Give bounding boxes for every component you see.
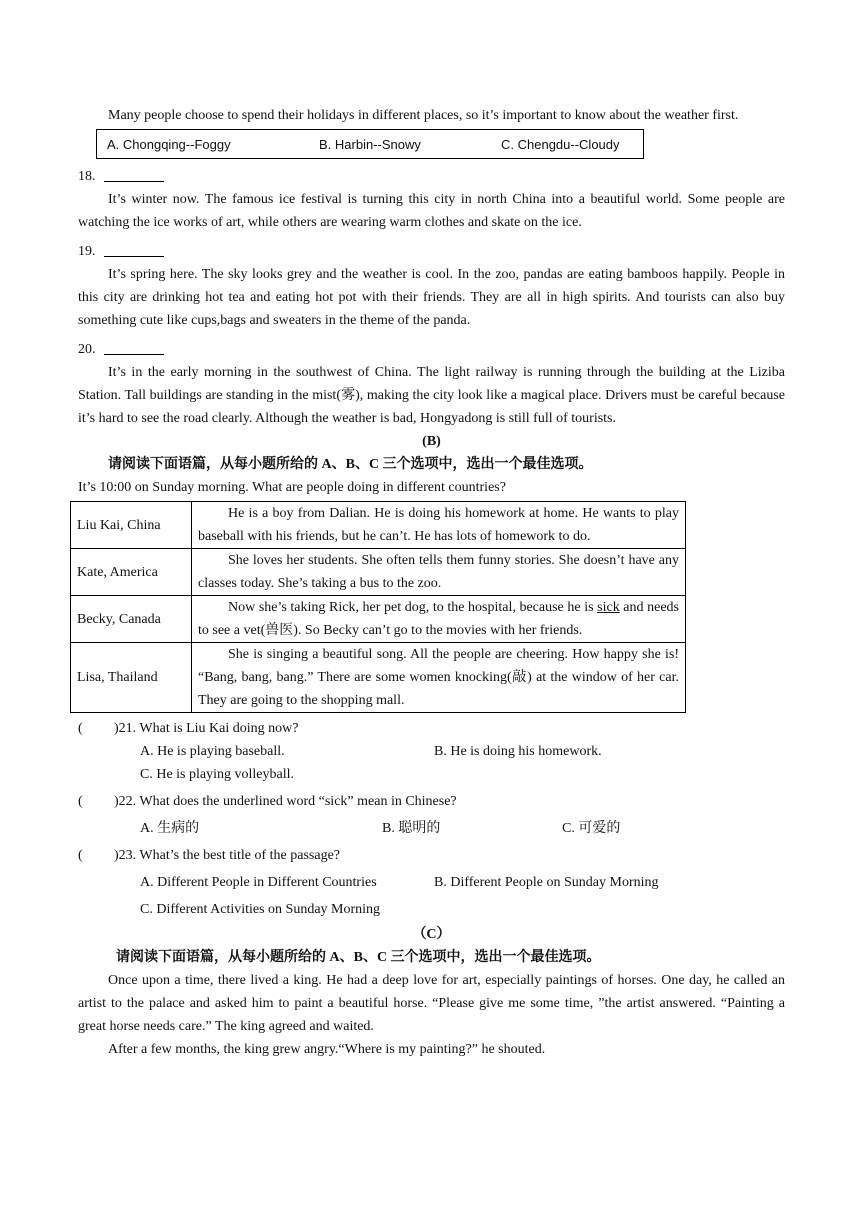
section-b-title: (B) [422, 434, 441, 449]
activity-text [198, 596, 679, 642]
question-text: What does the underlined word “sick” mean in Chinese? [139, 794, 457, 809]
option-c[interactable]: C. Different Activities on Sunday Morning [140, 902, 381, 917]
option-b[interactable]: B. He is doing his homework. [434, 744, 602, 759]
answer-blank[interactable] [104, 340, 164, 355]
person-name: Lisa, Thailand [71, 643, 192, 713]
item-18 [78, 165, 785, 188]
options-row [78, 817, 785, 840]
underlined-word: sick [597, 600, 620, 615]
question-text: What’s the best title of the passage? [139, 848, 341, 863]
item-number: 18. [78, 169, 96, 184]
question-21 [78, 717, 785, 740]
person-name: Kate, America [71, 549, 192, 596]
answer-blank[interactable] [104, 242, 164, 257]
person-name: Liu Kai, China [71, 502, 192, 549]
section-c-instruction: 请阅读下面语篇，从每小题所给的 A、B、C 三个选项中，选出一个最佳选项。 [116, 950, 601, 965]
item-number: 19. [78, 244, 96, 259]
item-number: 20. [78, 342, 96, 357]
weather-options-box [96, 129, 644, 159]
option-b[interactable]: B. 聪明的 [382, 821, 441, 836]
table-row [71, 643, 686, 713]
answer-paren[interactable]: ( [78, 794, 83, 809]
option-c: C. Chengdu--Cloudy [501, 137, 620, 152]
person-activity [192, 502, 686, 549]
options-row [78, 898, 785, 921]
table-row [71, 502, 686, 549]
question-number: )22. [114, 794, 137, 809]
activity-text: She is singing a beautiful song. All the people are cheering. How happy she is! “Bang, bang, bang.” There are some women knocking(敲) at the window of her car. They are going to the shopping mall. [198, 647, 679, 708]
question-23 [78, 844, 785, 867]
option-c[interactable]: C. He is playing volleyball. [140, 767, 294, 782]
section-c-paragraph: Once upon a time, there lived a king. He had a deep love for art, especially paintings of horses. One day, he called an artist to the palace and asked him to paint a beautiful horse. “Please give me some time, ”the artist answered. “Painting a great horse needs care.” The king agreed and waited. [78, 973, 785, 1034]
item-18-text: It’s winter now. The famous ice festival is turning this city in north China into a beautiful world. Some people are watching the ice works of art, while others are wearing warm clothes and skate on the ice. [78, 192, 785, 230]
item-20-text: It’s in the early morning in the southwest of China. The light railway is running through the building at the Liziba Station. Tall buildings are standing in the mist(雾), making the city look like a magical place. Drivers must be careful because it’s hard to see the road clearly. Although the weather is bad, Hongyadong is still full of tourists. [78, 365, 785, 426]
document-page [78, 104, 785, 1061]
table-row [71, 549, 686, 596]
option-a[interactable]: A. Different People in Different Countries [140, 875, 377, 890]
option-b: B. Harbin--Snowy [319, 137, 421, 152]
activity-text-part: and needs to see a vet(兽医). So Becky can’t go to the movies with her friends. [198, 600, 679, 638]
option-a[interactable]: A. He is playing baseball. [140, 744, 285, 759]
section-b-intro: It’s 10:00 on Sunday morning. What are people doing in different countries? [78, 480, 506, 495]
options-row [78, 763, 785, 786]
person-activity [192, 549, 686, 596]
person-activity [192, 596, 686, 643]
people-table [70, 501, 686, 713]
table-row [71, 596, 686, 643]
section-c-title: （C） [412, 927, 451, 942]
item-19 [78, 240, 785, 263]
answer-blank[interactable] [104, 167, 164, 182]
person-name: Becky, Canada [71, 596, 192, 643]
section-b-instruction: 请阅读下面语篇，从每小题所给的 A、B、C 三个选项中，选出一个最佳选项。 [108, 457, 593, 472]
activity-text: She loves her students. She often tells them funny stories. She doesn’t have any classes today. She’s taking a bus to the zoo. [198, 553, 679, 591]
section-c-paragraph: After a few months, the king grew angry.“Where is my painting?” he shouted. [108, 1042, 546, 1057]
question-text: What is Liu Kai doing now? [139, 721, 299, 736]
answer-paren[interactable]: ( [78, 721, 83, 736]
answer-paren[interactable]: ( [78, 848, 83, 863]
option-a[interactable]: A. 生病的 [140, 821, 200, 836]
person-activity [192, 643, 686, 713]
item-20 [78, 338, 785, 361]
options-row [78, 871, 785, 894]
options-row [78, 740, 785, 763]
question-22 [78, 790, 785, 813]
section-a-intro: Many people choose to spend their holidays in different places, so it’s important to know about the weather first. [108, 108, 739, 123]
option-b[interactable]: B. Different People on Sunday Morning [434, 875, 659, 890]
option-a: A. Chongqing--Foggy [107, 137, 231, 152]
activity-text-part: Now she’s taking Rick, her pet dog, to the hospital, because he is [228, 600, 598, 615]
item-19-text: It’s spring here. The sky looks grey and the weather is cool. In the zoo, pandas are eating bamboos happily. People in this city are drinking hot tea and eating hot pot with their friends. They are all in high spirits. And tourists can also buy something cute like cups,bags and sweaters in the theme of the panda. [78, 267, 785, 328]
activity-text: He is a boy from Dalian. He is doing his homework at home. He wants to play baseball with his friends, but he can’t. He has lots of homework to do. [198, 506, 679, 544]
option-c[interactable]: C. 可爱的 [562, 821, 621, 836]
question-number: )21. [114, 721, 137, 736]
question-number: )23. [114, 848, 137, 863]
